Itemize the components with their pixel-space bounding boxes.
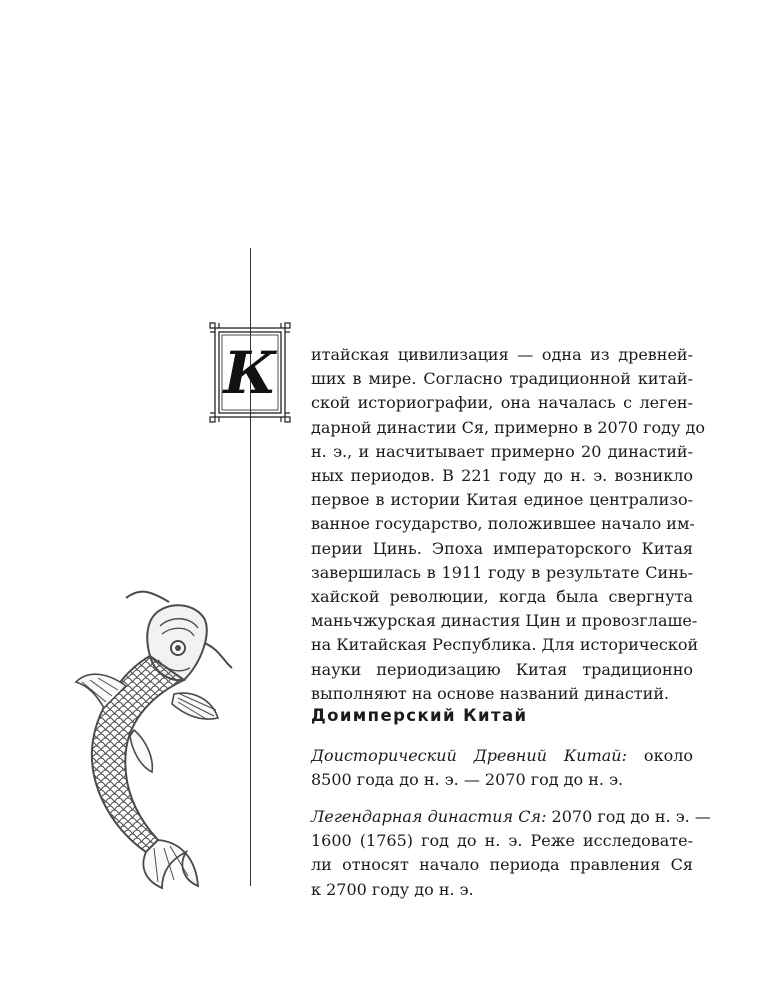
drop-cap-letter: К <box>223 338 277 407</box>
intro-line: маньчжурская династия Цин и провозглаше- <box>311 611 698 631</box>
period-entry-prehistoric <box>311 744 693 792</box>
drop-cap <box>209 322 291 423</box>
period-entry-xia <box>311 805 711 902</box>
period-text: около <box>626 746 693 765</box>
period-term: Доисторический Древний Китай: <box>311 746 627 765</box>
intro-line: хайской революции, когда была свергнута <box>311 587 693 607</box>
intro-line: н. э., и насчитывает примерно 20 династий- <box>311 441 693 461</box>
koi-fish-icon <box>74 590 244 890</box>
intro-line: итайская цивилизация — одна из древней- <box>311 345 693 364</box>
period-text: ли относят начало периода правления Ся <box>311 855 693 875</box>
intro-line: на Китайская Республика. Для исторической <box>311 635 699 655</box>
intro-line: ванное государство, положившее начало им- <box>311 514 695 534</box>
intro-paragraph <box>311 343 705 706</box>
intro-line: завершилась в 1911 году в результате Синь- <box>311 562 693 582</box>
intro-line: перии Цинь. Эпоха императорского Китая <box>311 538 693 558</box>
intro-line: первое в истории Китая единое централизо- <box>311 490 693 510</box>
section-heading: Доимперский Китай <box>311 706 528 725</box>
intro-line: ской историографии, она началась с леген- <box>311 393 693 413</box>
period-text: 8500 года до н. э. — 2070 год до н. э. <box>311 770 624 790</box>
intro-line: выполняют на основе названий династий. <box>311 683 670 703</box>
intro-line: ных периодов. В 221 году до н. э. возникло <box>311 466 693 486</box>
period-term: Легендарная династия Ся: <box>311 807 547 826</box>
intro-line: дарной династии Ся, примерно в 2070 году до <box>311 417 705 437</box>
intro-line: науки периодизацию Китая традиционно <box>311 659 693 679</box>
intro-line: ших в мире. Согласно традиционной китай- <box>311 369 693 389</box>
period-text: к 2700 году до н. э. <box>311 879 474 899</box>
period-text: 2070 год до н. э. — <box>546 807 711 826</box>
period-text: 1600 (1765) год до н. э. Реже исследовате- <box>311 831 693 851</box>
